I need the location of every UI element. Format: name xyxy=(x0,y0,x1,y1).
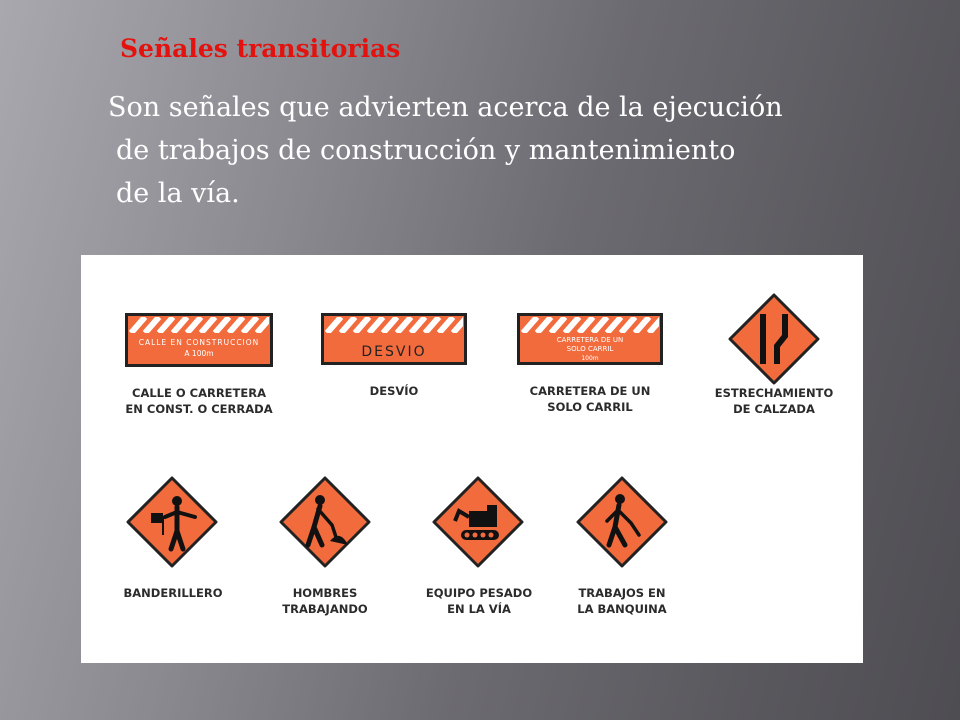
sign-label-solo-carril: CARRETERA DE UN SOLO CARRIL xyxy=(529,384,651,414)
detour-barrier-sign-icon xyxy=(321,313,467,365)
sign-label-trabajos-banquina: TRABAJOS EN LA BANQUINA xyxy=(577,586,667,616)
single-lane-barrier-sign-icon xyxy=(517,313,663,365)
panel-text: 100m xyxy=(581,355,599,362)
panel-text: CALLE EN CONSTRUCCION xyxy=(138,338,260,347)
panel-text: CARRETERA DE UN xyxy=(556,336,624,344)
road-narrows-icon xyxy=(727,292,821,386)
panel-text: DESVIO xyxy=(361,344,427,360)
sign-label-banderillero: BANDERILLERO xyxy=(123,586,223,600)
body-line-3: de la vía. xyxy=(116,178,240,209)
sign-label-calle-construccion: CALLE O CARRETERA EN CONST. O CERRADA xyxy=(125,386,273,416)
sign-label-equipo-pesado: EQUIPO PESADO EN LA VÍA xyxy=(425,586,533,616)
sign-label-estrechamiento: ESTRECHAMIENTO DE CALZADA xyxy=(714,386,834,416)
slide-title: Señales transitorias xyxy=(120,34,401,63)
panel-text: SOLO CARRIL xyxy=(566,345,614,353)
body-line-1: Son señales que advierten acerca de la ejecución xyxy=(108,92,783,123)
construction-barrier-sign-icon xyxy=(125,313,273,367)
slide-body xyxy=(108,86,928,215)
body-line-2: de trabajos de construcción y mantenimiento xyxy=(116,135,736,166)
signs-image-panel xyxy=(81,255,863,663)
men-working-icon xyxy=(278,475,372,569)
flagger-icon xyxy=(125,475,219,569)
sign-label-desvio: DESVÍO xyxy=(369,384,419,398)
panel-text: A 100m xyxy=(184,349,214,358)
shoulder-work-icon xyxy=(575,475,669,569)
sign-label-hombres-trabajando: HOMBRES TRABAJANDO xyxy=(282,586,368,616)
heavy-equipment-icon xyxy=(431,475,525,569)
